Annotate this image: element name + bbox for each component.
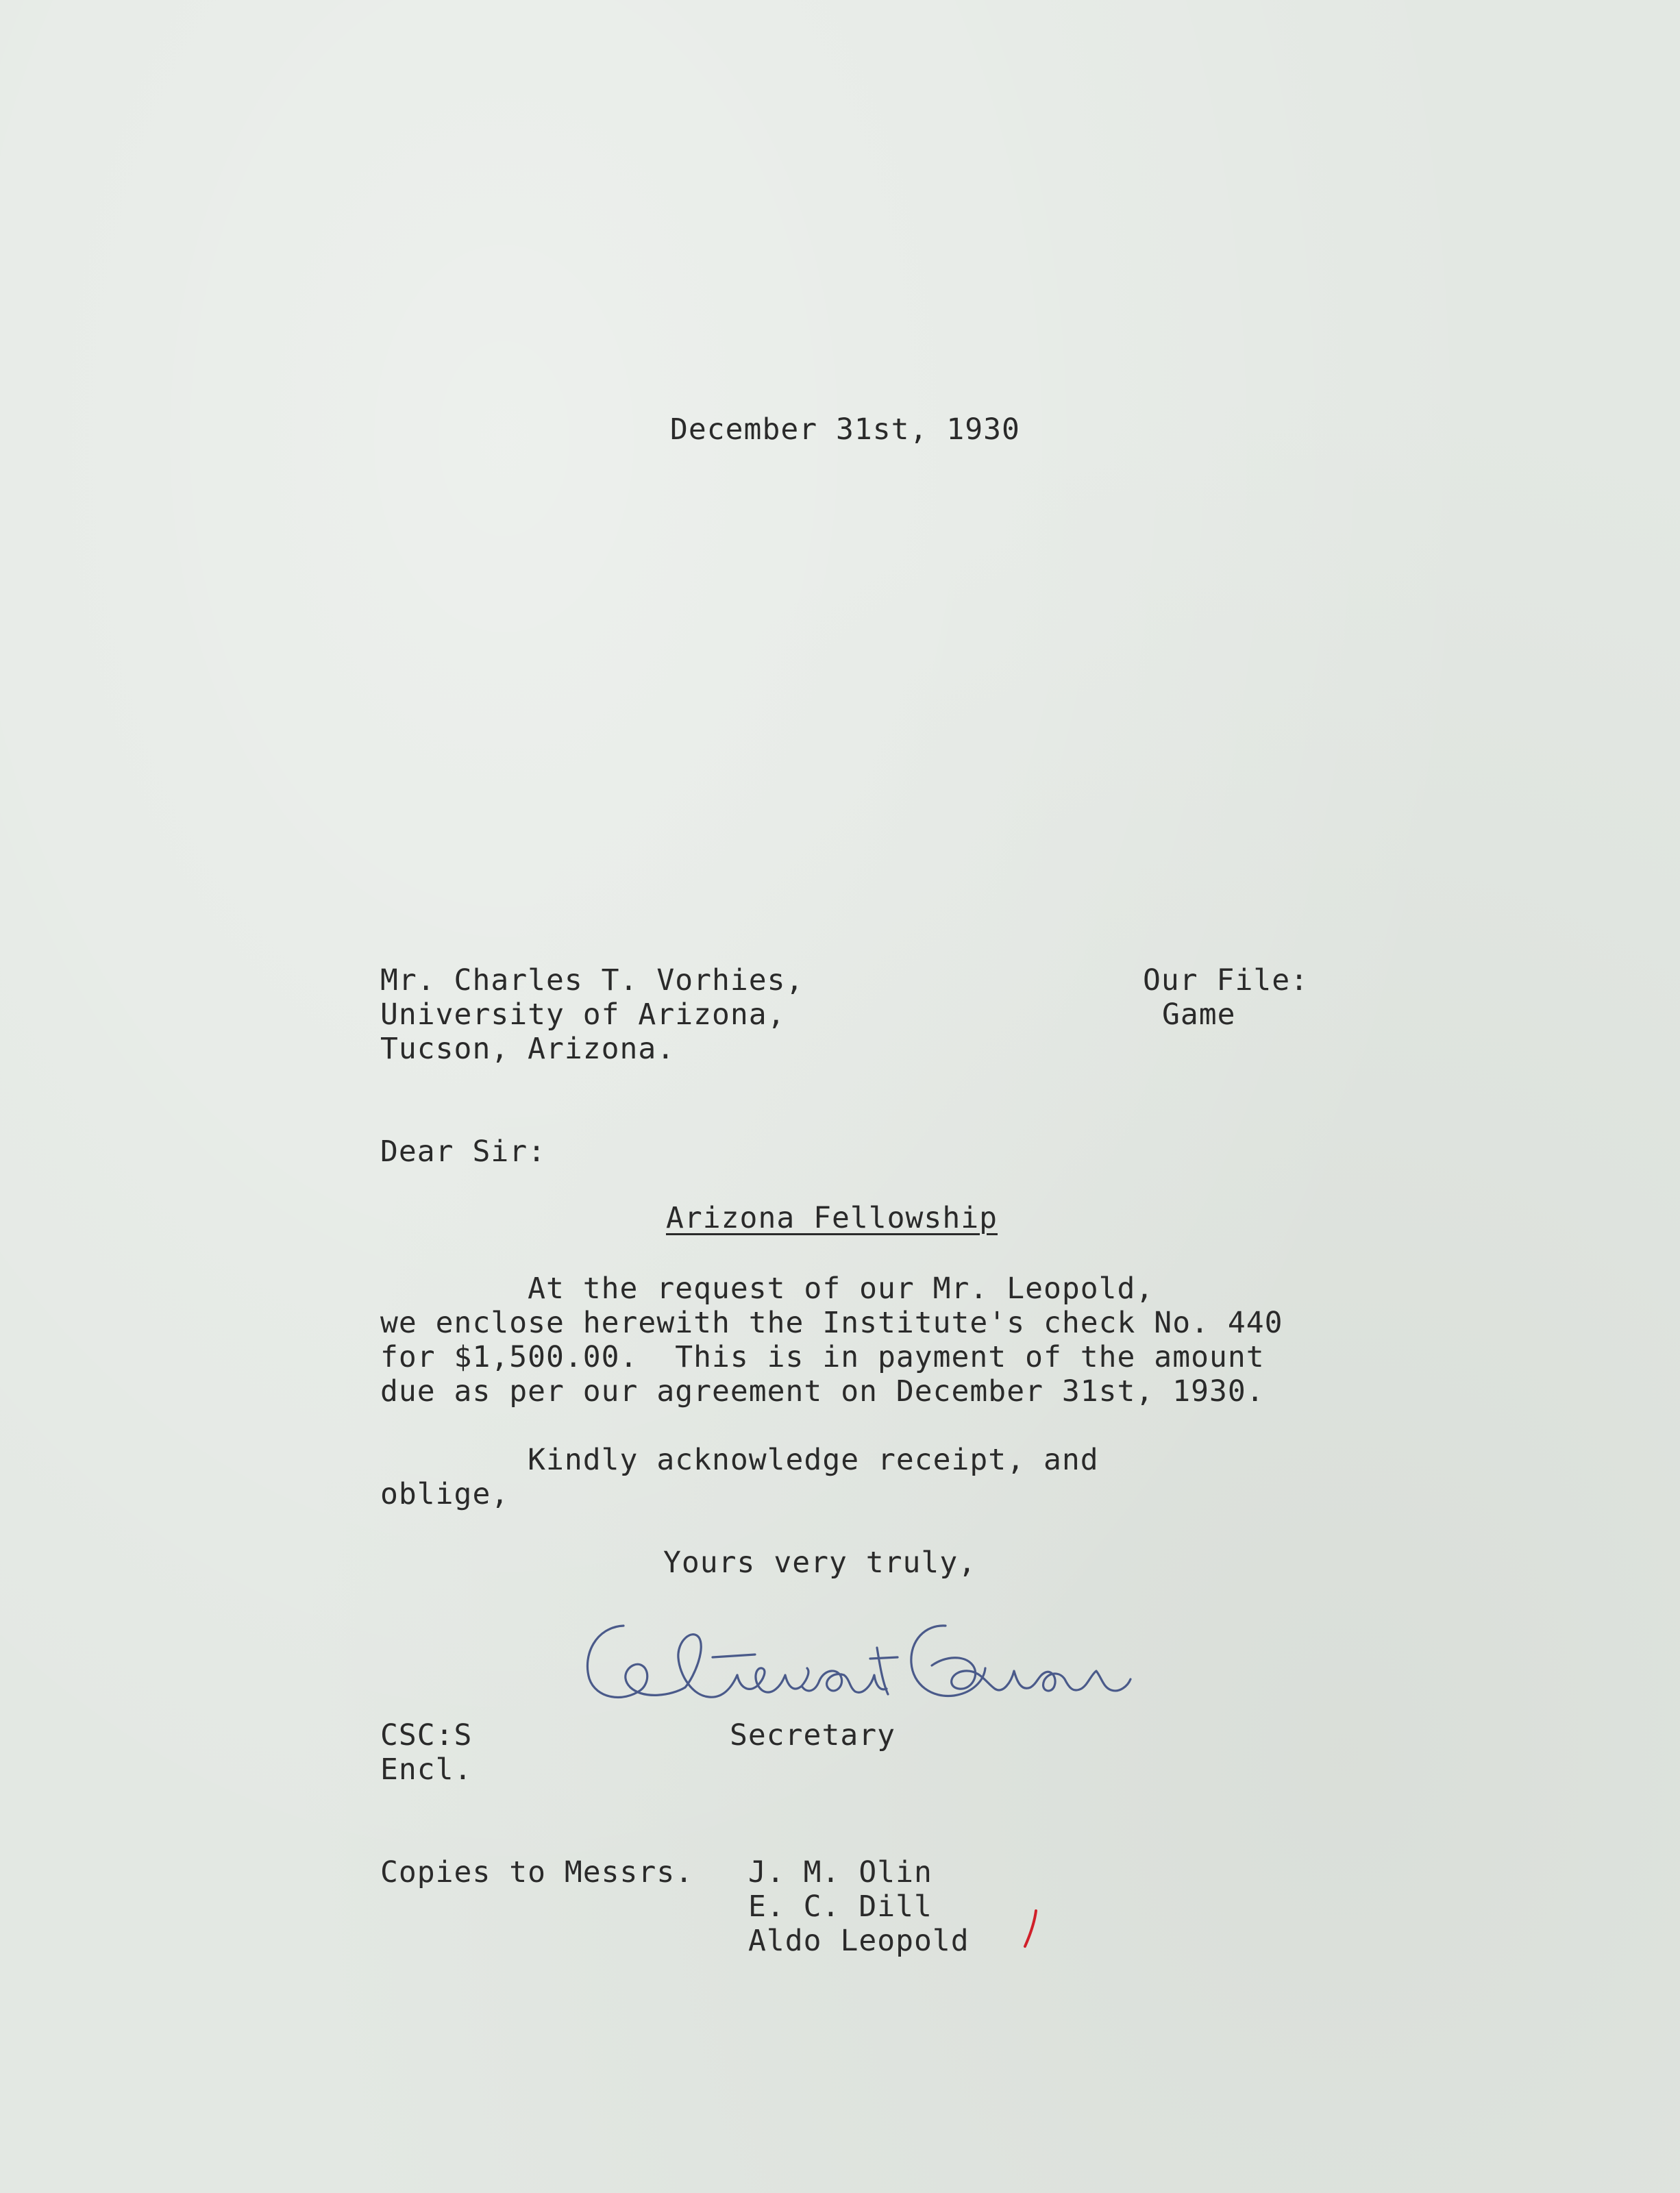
letter-date: December 31st, 1930: [670, 412, 1020, 447]
body-paragraph-line: At the request of our Mr. Leopold,: [380, 1272, 1154, 1306]
file-value: Game: [1162, 998, 1236, 1032]
handwritten-signature: [576, 1600, 1151, 1716]
body-paragraph-line: due as per our agreement on December 31st, 1930.: [380, 1374, 1265, 1409]
copies-recipient: Aldo Leopold: [748, 1924, 969, 1958]
recipient-city: Tucson, Arizona.: [380, 1032, 676, 1066]
recipient-institution: University of Arizona,: [380, 998, 786, 1032]
body-paragraph-line: we enclose herewith the Institute's check No. 440: [380, 1306, 1283, 1340]
copies-label: Copies to Messrs.: [380, 1855, 694, 1890]
signer-title: Secretary: [730, 1718, 895, 1752]
copies-recipient: E. C. Dill: [748, 1890, 932, 1924]
body-paragraph-line: for $1,500.00. This is in payment of the amount: [380, 1340, 1265, 1374]
file-label: Our File:: [1143, 963, 1309, 998]
body-paragraph-line: Kindly acknowledge receipt, and: [380, 1443, 1099, 1477]
salutation: Dear Sir:: [380, 1135, 546, 1169]
subject-line: Arizona Fellowship: [666, 1201, 998, 1235]
copies-recipient: J. M. Olin: [748, 1855, 932, 1890]
body-paragraph-line: oblige,: [380, 1477, 510, 1511]
recipient-name: Mr. Charles T. Vorhies,: [380, 963, 804, 998]
enclosure-note: Encl.: [380, 1752, 473, 1787]
closing: Yours very truly,: [663, 1546, 977, 1580]
initials: CSC:S: [380, 1718, 473, 1752]
check-mark-icon: [1021, 1908, 1041, 1949]
